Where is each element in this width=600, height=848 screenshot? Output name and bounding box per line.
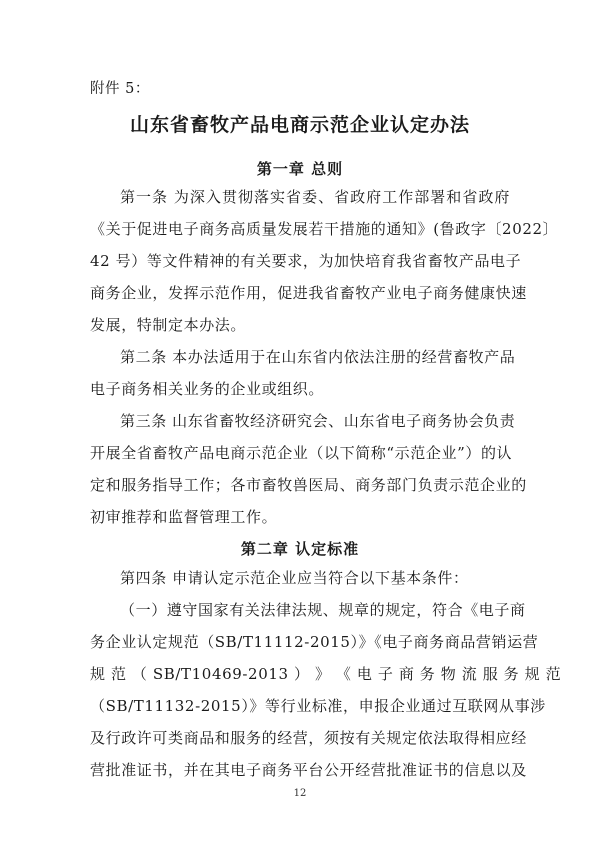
paragraph-line: 发展，特制定本办法。 [90, 316, 247, 334]
paragraph-line: 及行政许可类商品和服务的经营，须按有关规定依法取得相应经 [90, 729, 527, 747]
document-title: 山东省畜牧产品电商示范企业认定办法 [129, 114, 470, 136]
paragraph-line: 务企业认定规范（SB/T11112-2015）》《电子商务商品营销运营 [90, 633, 539, 651]
paragraph-line: 第一条 为深入贯彻落实省委、省政府工作部署和省政府 [120, 188, 510, 206]
page-number: 12 [293, 788, 307, 799]
chapter-heading: 第二章 认定标准 [240, 540, 360, 558]
paragraph-line: 《关于促进电子商务高质量发展若干措施的通知》(鲁政字〔2022〕 [90, 220, 559, 238]
attachment-label: 附件 5： [90, 81, 150, 97]
paragraph-line: 初审推荐和监督管理工作。 [90, 508, 278, 526]
paragraph-line: 营批准证书，并在其电子商务平台公开经营批准证书的信息以及 [90, 761, 527, 779]
chapter-heading: 第一章 总则 [256, 160, 344, 178]
paragraph-line: 定和服务指导工作；各市畜牧兽医局、商务部门负责示范企业的 [90, 476, 527, 494]
paragraph-line: 规 范 （ SB/T10469-2013 ） 》 《 电 子 商 务 物 流 服 务 规 范 [90, 665, 562, 683]
paragraph-line: 42 号）等文件精神的有关要求，为加快培育我省畜牧产品电子 [90, 252, 522, 270]
paragraph-line: 商务企业，发挥示范作用，促进我省畜牧产业电子商务健康快速 [90, 284, 527, 302]
paragraph-line: 开展全省畜牧产品电商示范企业（以下简称“示范企业”）的认 [90, 444, 513, 462]
paragraph-line: 第二条 本办法适用于在山东省内依法注册的经营畜牧产品 [120, 348, 516, 366]
paragraph-line: 第四条 申请认定示范企业应当符合以下基本条件： [120, 569, 469, 587]
paragraph-line: （SB/T11132-2015）》等行业标准，申报企业通过互联网从事涉 [90, 697, 546, 715]
paragraph-line: 电子商务相关业务的企业或组织。 [90, 380, 325, 398]
paragraph-line: 第三条 山东省畜牧经济研究会、山东省电子商务协会负责 [120, 412, 516, 430]
paragraph-line: （一）遵守国家有关法律法规、规章的规定，符合《电子商 [120, 601, 526, 619]
